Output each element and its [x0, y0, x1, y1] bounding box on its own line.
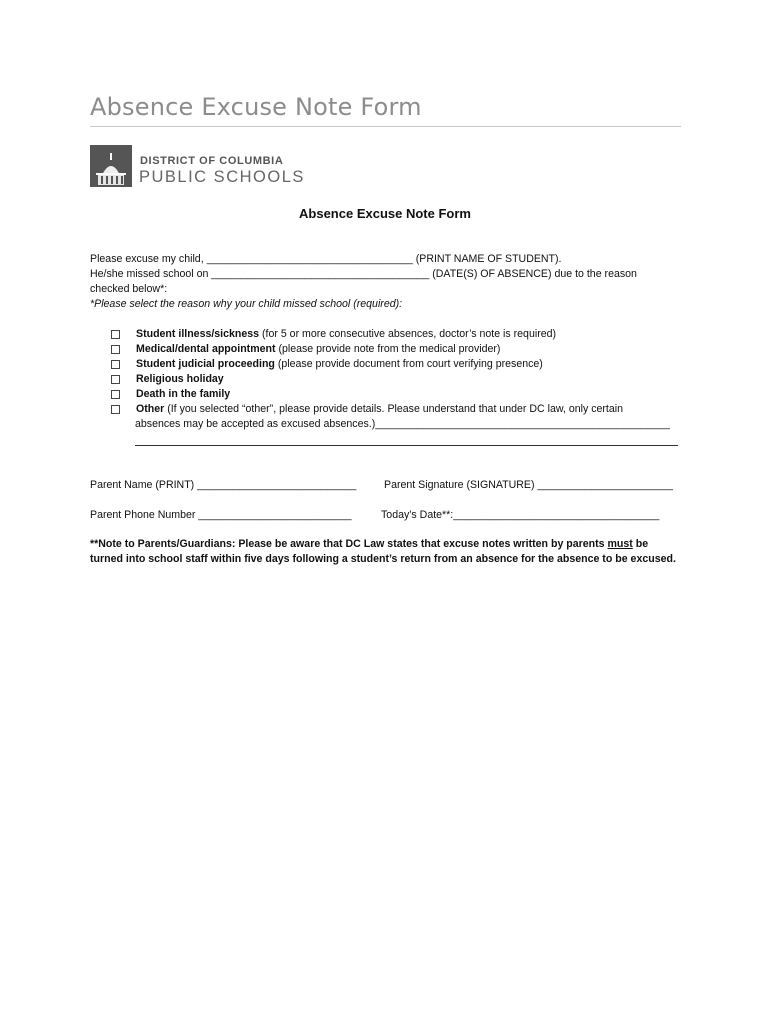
intro-section [90, 252, 637, 312]
parent-signature-field[interactable]: Parent Signature (SIGNATURE) _______________________ [384, 479, 673, 491]
student-name-line[interactable]: Please excuse my child, ___________________________________ (PRINT NAME OF STUDENT). [90, 253, 562, 265]
title-divider [90, 126, 681, 127]
parent-name-field[interactable]: Parent Name (PRINT) ___________________________ [90, 479, 357, 491]
todays-date-field[interactable]: Today’s Date**:___________________________________ [381, 509, 660, 521]
logo-district-text: DISTRICT OF COLUMBIA [140, 155, 284, 167]
form-page: Absence Excuse Note Form DISTRICT OF COLUMBIA PUBLIC SCHOOLS Absence Excuse Note Form Please excuse my child, ___________________________________ (PRINT NAME OF STUDENT). He/she missed school on _____________________________________ (DATE(S) OF ABSENCE) due to the reason checked below*: *Please select the reason why your child missed school (required): Student illness/sickness (for 5 or more consecutive absences, doctor’s note is required) Medical/dental appointment (please provide note from the medical provider) Student judicial proceeding (please provide document from court verifying presence) Religious holiday Death in the family Other (If you selected “other”, please provide details. Please understand that under DC law, only certain absences may be accepted as excused absences.)__________________________________________________ Parent Name (PRINT) ___________________________ Parent Signature (SIGNATURE) _______________________ Parent Phone Number __________________________ Today’s Date**:___________________________________ **Note to Parents/Guardians: Please be aware that DC Law states that excuse notes written by parents must be turned into school staff within five days following a student’s return from an absence for the absence to be excused. [0, 0, 770, 1024]
checkbox[interactable] [111, 390, 120, 399]
checkbox[interactable] [111, 345, 120, 354]
checkbox[interactable] [111, 360, 120, 369]
other-details-blank[interactable] [135, 445, 678, 446]
checkbox[interactable] [111, 375, 120, 384]
emphasis-must: must [607, 538, 633, 550]
logo-schools-text: PUBLIC SCHOOLS [139, 168, 305, 186]
parent-phone-field[interactable]: Parent Phone Number __________________________ [90, 509, 352, 521]
other-details-line[interactable]: absences may be accepted as excused absences.)__________________________________________________ [135, 418, 670, 430]
checkbox[interactable] [111, 330, 120, 339]
dcps-logo [90, 145, 320, 187]
intro-continuation: checked below*: [90, 283, 168, 295]
form-heading: Absence Excuse Note Form [299, 206, 471, 221]
document-title: Absence Excuse Note Form [90, 93, 422, 121]
absence-date-line[interactable]: He/she missed school on _____________________________________ (DATE(S) OF ABSENCE) due to the reason [90, 268, 637, 280]
capitol-dome-icon [90, 145, 132, 187]
reason-instruction: *Please select the reason why your child missed school (required): [90, 298, 403, 310]
checkbox[interactable] [111, 405, 120, 414]
legal-note: **Note to Parents/Guardians: Please be aware that DC Law states that excuse notes written by parents must be turned into school staff within five days following a student’s return from an absence for the absence to be excused. [90, 538, 676, 565]
